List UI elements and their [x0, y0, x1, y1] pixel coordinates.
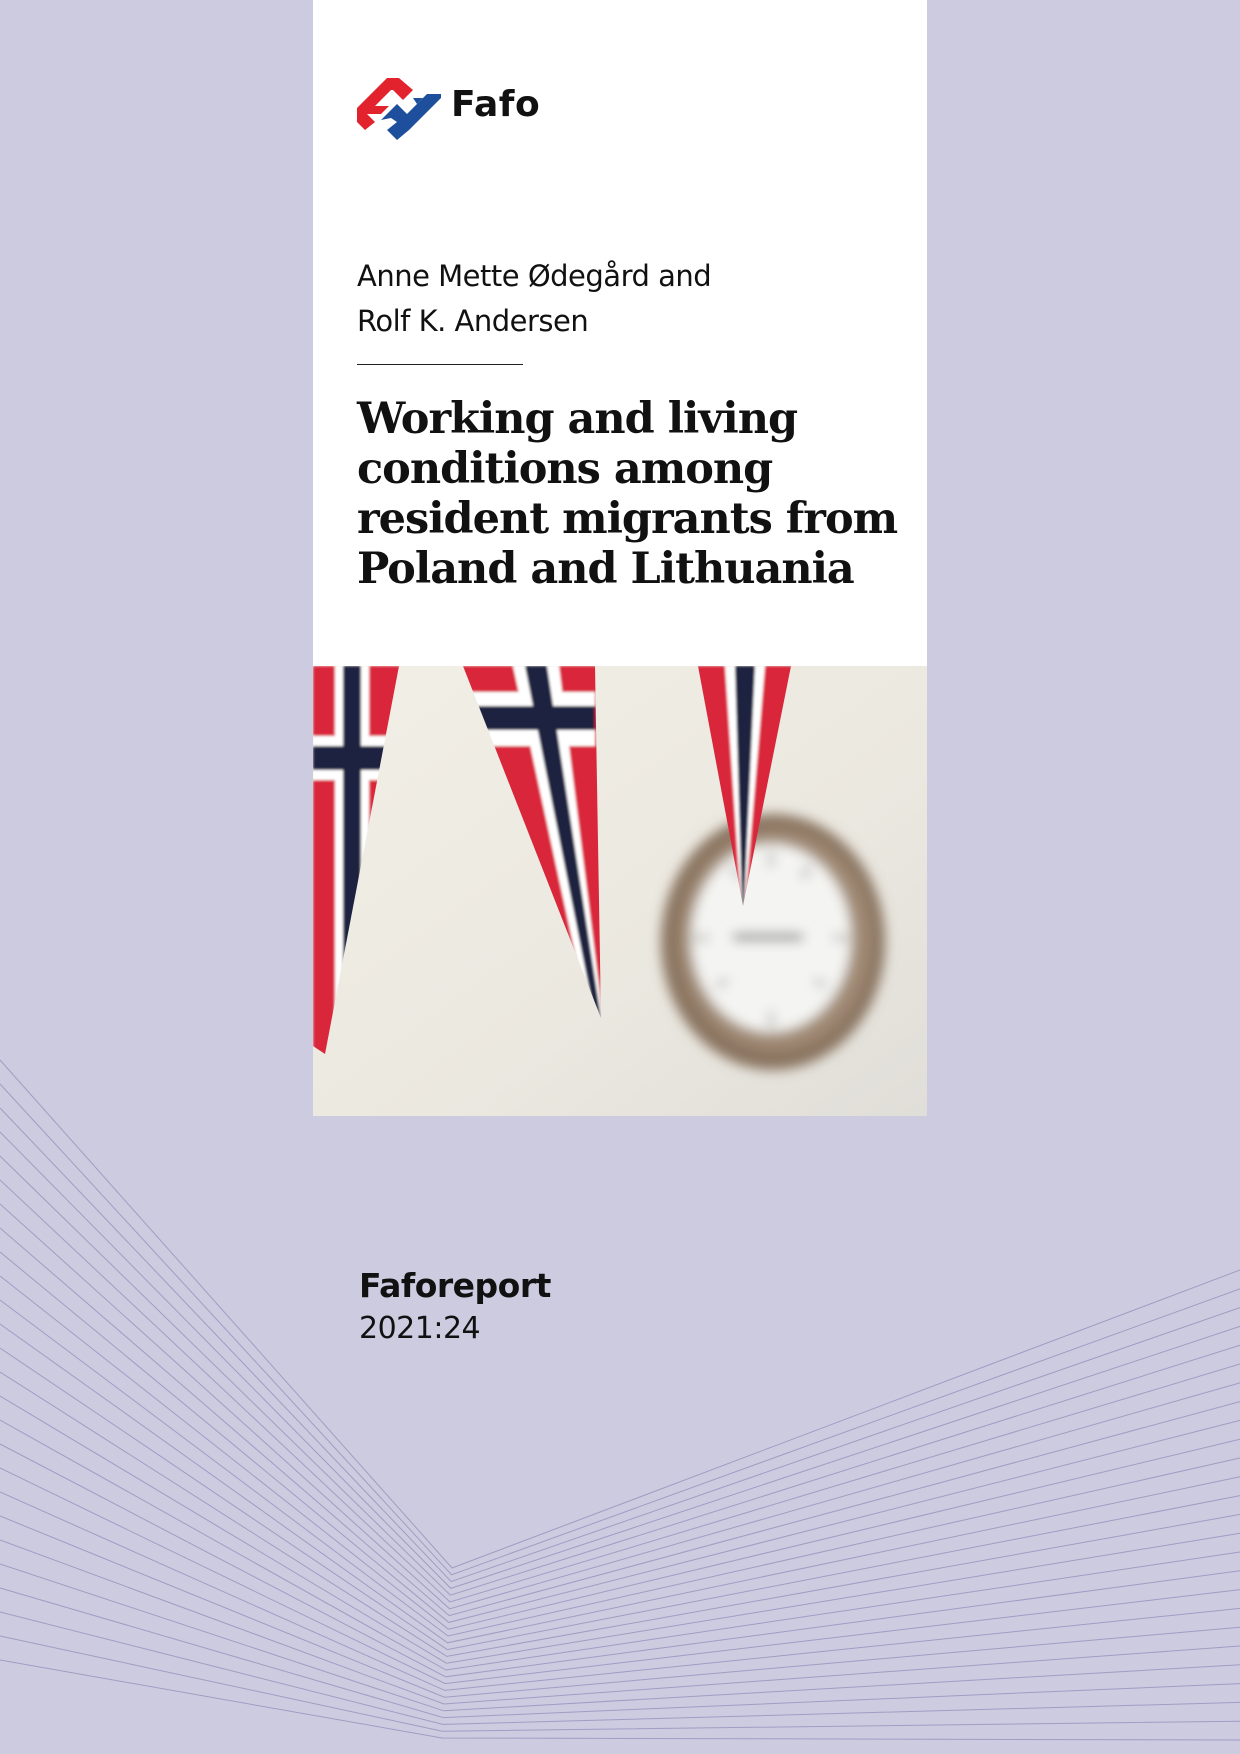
background-line [0, 1132, 1240, 1588]
report-number: 2021:24 [359, 1311, 481, 1346]
background-line [0, 1420, 1240, 1670]
fafo-logo [357, 78, 557, 140]
series-name: Faforeport [359, 1266, 551, 1305]
cover-header-panel [313, 0, 927, 666]
background-line [0, 1084, 1240, 1575]
report-title: Working and living conditions among resident migrants from Poland and Lithuania [357, 394, 898, 594]
background-line [0, 1108, 1240, 1582]
background-line [0, 1612, 1240, 1724]
logo-wordmark: Fafo [451, 84, 541, 125]
norwegian-flags-and-clock-photo [313, 666, 927, 1116]
divider-rule [357, 364, 523, 365]
background-line [0, 1252, 1240, 1622]
background-line [0, 1348, 1240, 1650]
fafo-logo-icon [357, 78, 447, 140]
author-names [357, 254, 897, 344]
background-line [0, 1564, 1240, 1711]
background-line [0, 1636, 1240, 1731]
background-line [0, 1540, 1240, 1704]
background-line [0, 1156, 1240, 1595]
cover-photo [313, 666, 927, 1116]
background-line [0, 1492, 1240, 1690]
report-series [359, 1264, 551, 1350]
background-line [0, 1276, 1240, 1629]
author-line-2: Rolf K. Andersen [357, 304, 589, 338]
background-line [0, 1180, 1240, 1602]
author-line-1: Anne Mette Ødegård and [357, 259, 712, 293]
background-line [0, 1588, 1240, 1718]
background-line [0, 1468, 1240, 1684]
background-line [0, 1060, 1240, 1568]
